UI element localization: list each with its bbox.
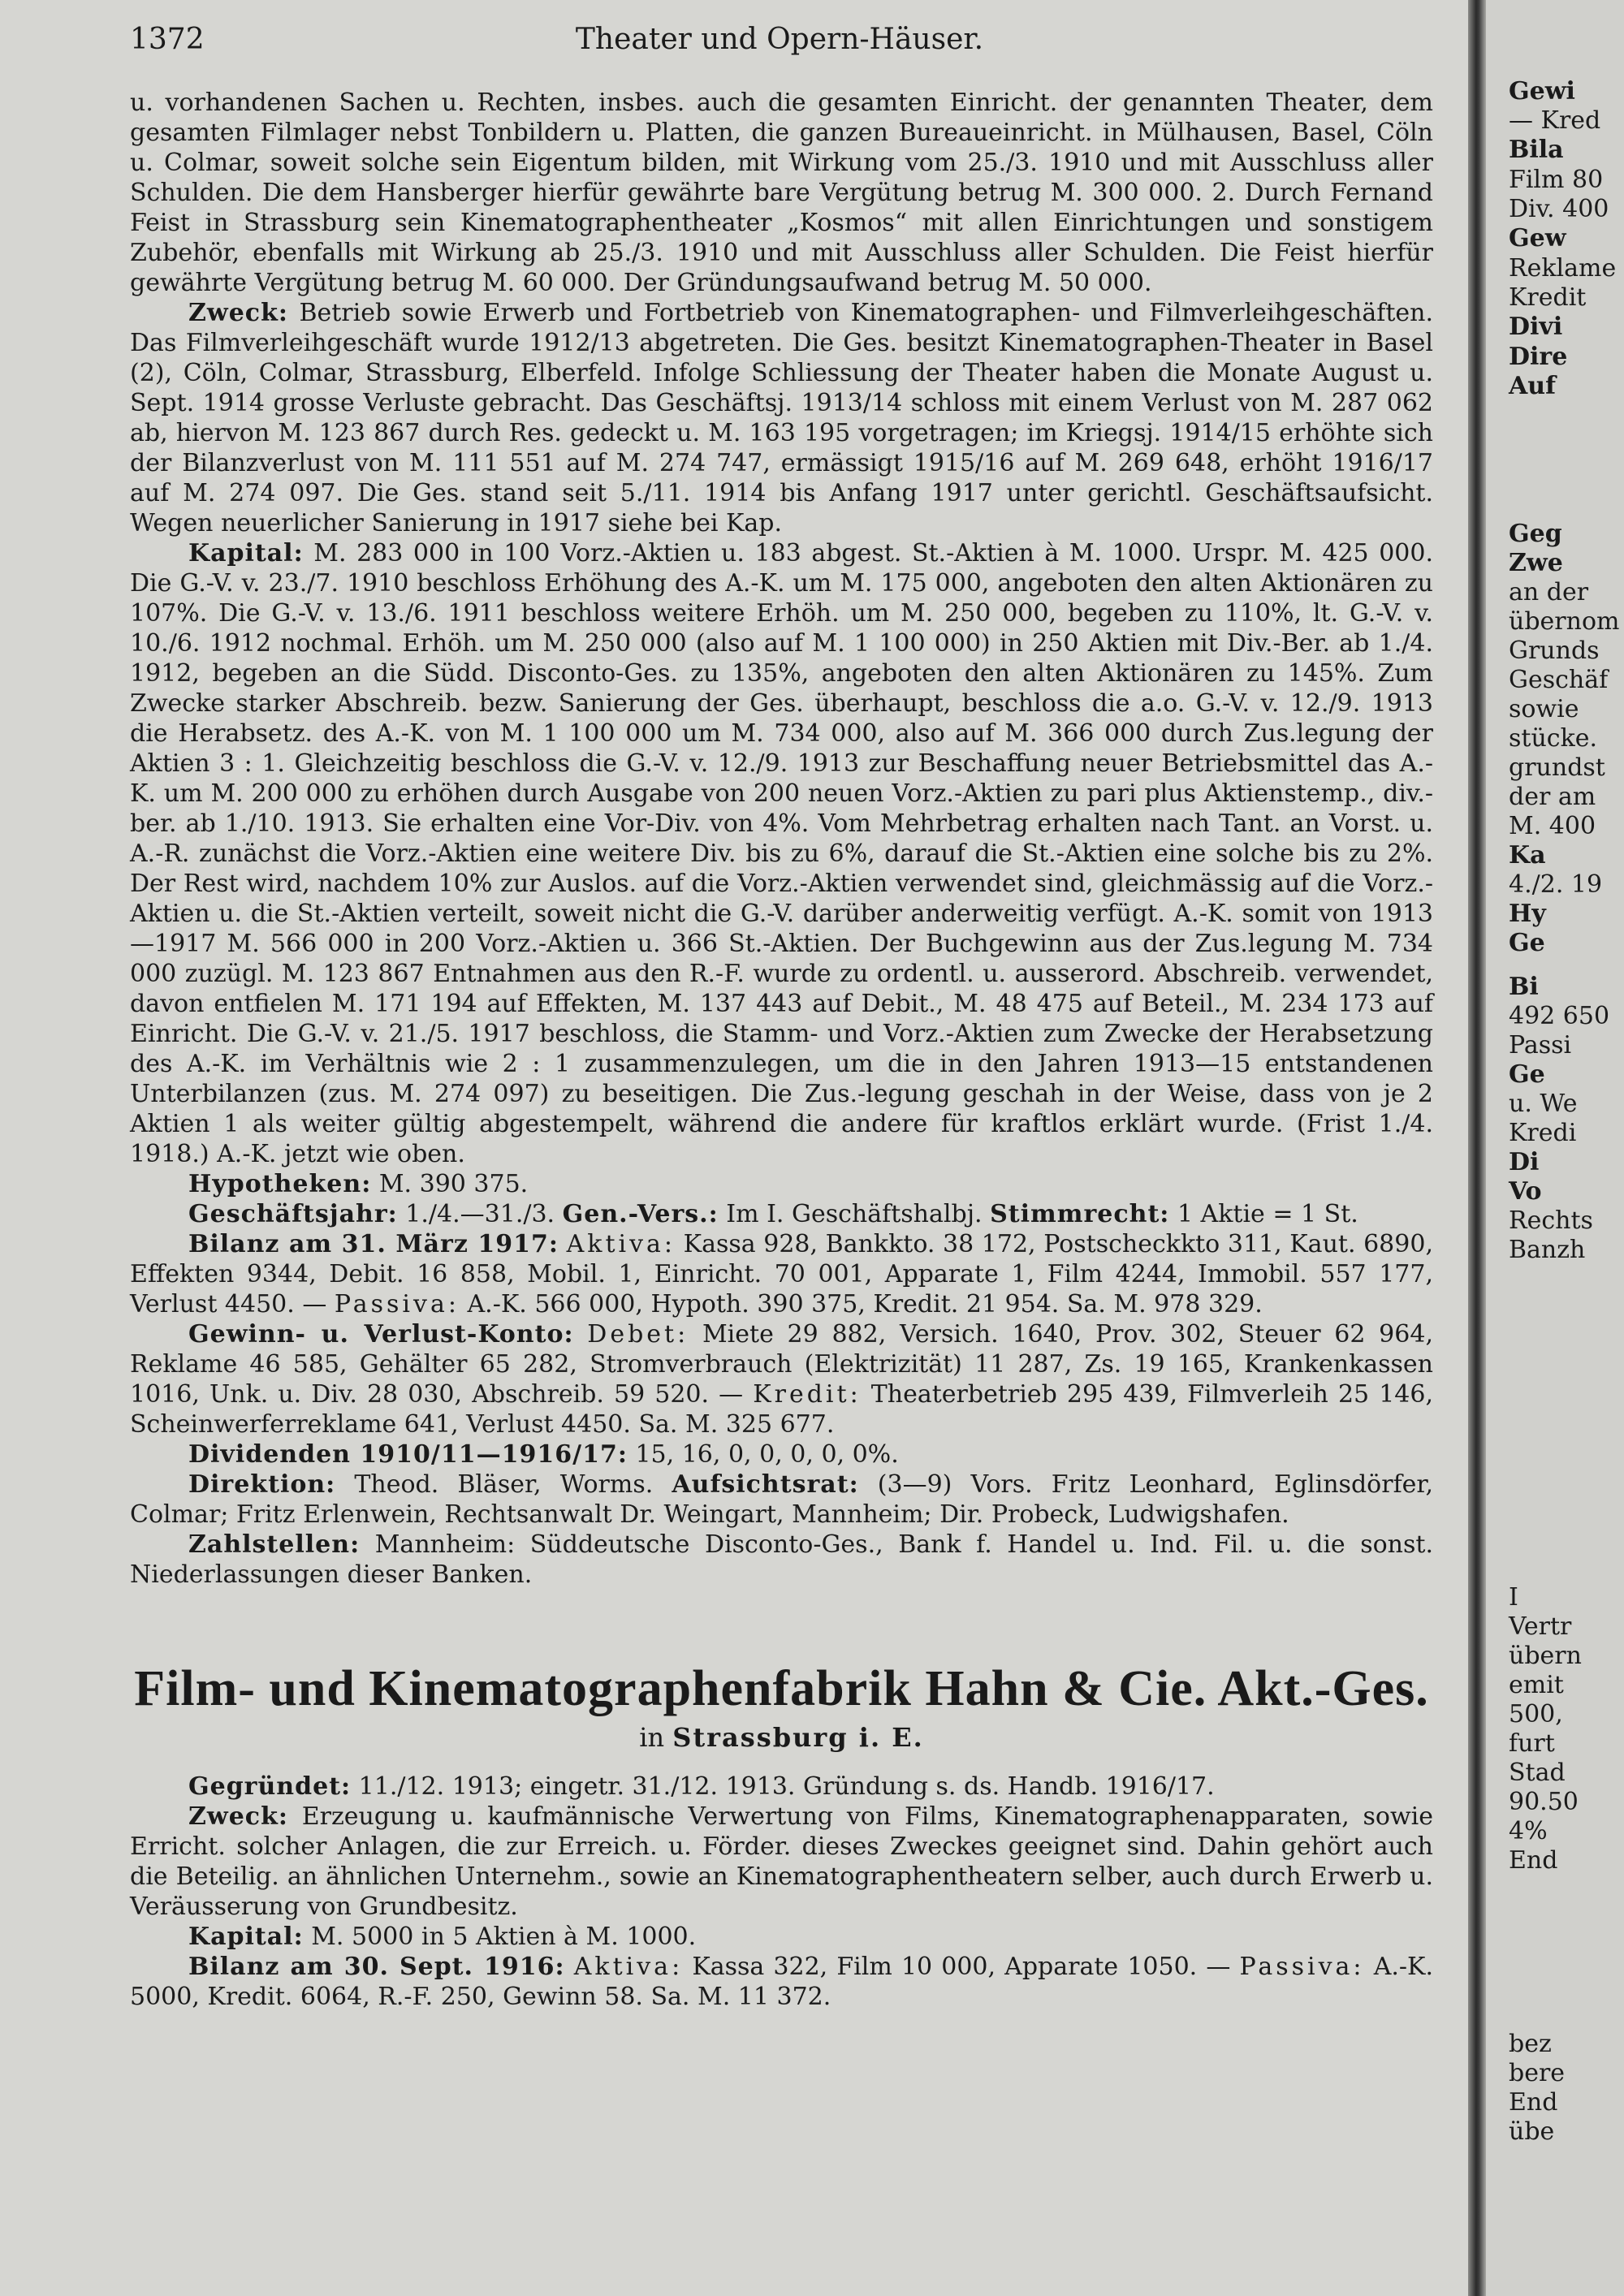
adjacent-page-fragment: der am [1509,783,1596,811]
opening-text: u. vorhandenen Sachen u. Rechten, insbes. auch die gesamten Einricht. der genannten Theater, dem gesamten Filmlager nebst Tonbildern u. Platten, die ganzen Bureaueinricht. in Mülhausen, Basel, Cöln u. Colmar, soweit solche sein Eigentum bilden, mit Wirkung vom 25./3. 1910 und mit Ausschluss aller Schulden. Die dem Hansberger hierfür gewährte bare Vergütung betrug M. 300 000. 2. Durch Fernand Feist in Strassburg sein Kinematographentheater „Kosmos“ mit allen Einrichtungen und sonstigem Zubehör, ebenfalls mit Wirkung ab 25./3. 1910 und mit Ausschluss aller Schulden. Die Feist hierfür gewährte Vergütung betrug M. 60 000. Der Gründungsaufwand betrug M. 50 000. [130,88,1433,297]
adjacent-page-fragment: Geg [1509,520,1562,548]
adjacent-page-fragment: bez [1509,2030,1552,2058]
geschaeftsjahr-label: Geschäftsjahr: [188,1200,398,1228]
kapital-text: M. 283 000 in 100 Vorz.-Aktien u. 183 abgest. St.-Aktien à M. 1000. Urspr. M. 425 000. Die G.-V. v. 23./7. 1910 beschloss Erhöhung des A.-K. um M. 175 000, angeboten den alten Aktionären zu 107%. Die G.-V. v. 13./6. 1911 beschloss weitere Erhöh. um M. 250 000, begeben zu 110%, lt. G.-V. v. 10./6. 1912 nochmal. Erhöh. um M. 250 000 (also auf M. 1 100 000) in 250 Aktien mit Div.-Ber. ab 1./4. 1912, begeben an die Südd. Disconto-Ges. zu 135%, angeboten den alten Aktionären zu 145%. Zum Zwecke starker Abschreib. bezw. Sanierung der Ges. überhaupt, beschloss die a.o. G.-V. v. 12./9. 1913 die Herabsetz. des A.-K. von M. 1 100 000 um M. 734 000, also auf M. 366 000 durch Zus.legung der Aktien 3 : 1. Gleichzeitig beschloss die G.-V. v. 12./9. 1913 zur Beschaffung neuer Betriebsmittel das A.-K. um M. 200 000 zu erhöhen durch Ausgabe von 200 neuen Vorz.-Aktien zu pari plus Aktienstemp., div.-ber. ab 1./10. 1913. Sie erhalten eine Vor-Div. von 4%. Vom Mehrbetrag erhalten nach Tant. an Vorst. u. A.-R. zunächst die Vorz.-Aktien eine weitere Div. bis zu 6%, darauf die St.-Aktien eine solche bis zu 2%. Der Rest wird, nachdem 10% zur Auslos. auf die Vorz.-Aktien verwendet sind, gleichmässig auf die Vorz.-Aktien u. die St.-Aktien verteilt, soweit nicht die G.-V. darüber anderweitig verfügt. A.-K. somit von 1913—1917 M. 566 000 in 200 Vorz.-Aktien u. 366 St.-Aktien. Der Buchgewinn aus der Zus.legung M. 734 000 zuzügl. M. 123 867 Entnahmen aus den R.-F. wurde zu ordentl. u. ausserord. Abschreib. verwendet, davon entfielen M. 171 194 auf Effekten, M. 137 443 auf Debit., M. 48 475 auf Beteil., M. 234 173 auf Einricht. Die G.-V. v. 21./5. 1917 beschloss, die Stamm- und Vorz.-Aktien zum Zwecke der Herabsetzung des A.-K. im Verhältnis wie 2 : 1 zusammenzulegen, um die in den Jahren 1913—15 entstandenen Unterbilanzen (zus. M. 274 097) zu beseitigen. Die Zus.-legung geschah in der Weise, dass von je 2 Aktien 1 als weiter gültig abgestempelt, während die andere für kraftlos erklärt wurde. (Frist 1./4. 1918.) A.-K. jetzt wie oben. [130,539,1433,1168]
adjacent-page-fragment: grundst [1509,753,1605,782]
adjacent-page-fragment: 90.50 [1509,1788,1579,1816]
zweck-2-text: Erzeugung u. kaufmännische Verwertung von Films, Kinematographenapparaten, sowie Erricht. solcher Anlagen, die zur Erreich. u. Förder. dieses Zweckes geeignet sind. Dahin gehört auch die Beteilig. an ähnlichen Unternehm., sowie an Kinematographentheatern selber, auch durch Erwerb u. Veräusserung von Grundbesitz. [130,1802,1433,1921]
dividenden-text: 15, 16, 0, 0, 0, 0, 0%. [635,1440,899,1469]
bilanz-2-passiva-label: Passiva: [1239,1953,1365,1981]
adjacent-page-fragment: emit [1509,1671,1564,1699]
adjacent-page-fragment: End [1509,2088,1558,2117]
bilanz-2-aktiva-label: Aktiva: [573,1953,684,1981]
adjacent-page-fragment: übe [1509,2117,1555,2146]
paragraph-dividenden [130,1439,1433,1470]
adjacent-page-fragment: End [1509,1846,1558,1875]
company-location [130,1721,1433,1754]
bilanz-aktiva-label: Aktiva: [566,1230,676,1258]
paragraph-zahlstellen [130,1530,1433,1590]
paragraph-bilanz-2 [130,1952,1433,2012]
zweck-2-label: Zweck: [188,1802,288,1831]
paragraph-kapital-2 [130,1922,1433,1952]
guv-debet-label: Debet: [587,1320,689,1349]
adjacent-page-fragment: Kredi [1509,1119,1577,1147]
adjacent-page-fragment: u. We [1509,1090,1578,1118]
kapital-2-text: M. 5000 in 5 Aktien à M. 1000. [311,1923,697,1951]
guv-kredit-text: Theaterbetrieb 295 439, Filmverleih 25 146, Scheinwerferreklame 641, Verlust 4450. Sa. M. 325 677. [130,1380,1434,1439]
adjacent-page-fragment: Div. 400 [1509,195,1609,223]
stimmrecht-label: Stimmrecht: [990,1200,1170,1228]
adjacent-page-fragment: Kredit [1509,283,1587,312]
adjacent-page-fragment: Vo [1509,1177,1542,1206]
paragraph-zweck [130,298,1433,538]
paragraph-geschaeftsjahr [130,1199,1433,1229]
adjacent-page-fragment: M. 400 [1509,812,1596,840]
genvers-text: Im I. Geschäftshalbj. [726,1200,983,1228]
paragraph-bilanz [130,1229,1433,1319]
adjacent-page-fragment: 492 650 [1509,1002,1610,1030]
genvers-label: Gen.-Vers.: [562,1200,719,1228]
kapital-2-label: Kapital: [188,1923,304,1951]
adjacent-page-fragment: Di [1509,1148,1540,1176]
zahlstellen-label: Zahlstellen: [188,1530,361,1559]
adjacent-page-fragment: Ge [1509,1060,1545,1089]
adjacent-page-fragment: Bila [1509,136,1564,164]
adjacent-page-fragment: 4% [1509,1817,1548,1845]
hypotheken-text: M. 390 375. [378,1170,529,1198]
aufsichtsrat-label: Aufsichtsrat: [672,1470,859,1499]
adjacent-page-fragment: Rechts [1509,1206,1593,1235]
bilanz-passiva-text: A.-K. 566 000, Hypoth. 390 375, Kredit. 21 954. Sa. M. 978 329. [467,1290,1263,1318]
adjacent-page-fragment: 4./2. 19 [1509,870,1603,899]
dividenden-label: Dividenden 1910/11—1916/17: [188,1440,628,1469]
aufsichtsrat-text: (3—9) Vors. Fritz Leonhard, Eglinsdörfer, Colmar; Fritz Erlenwein, Rechtsanwalt Dr. Weingart, Mannheim; Dir. Probeck, Ludwigshafen. [130,1470,1434,1529]
adjacent-page-fragment: Gew [1509,224,1566,252]
guv-debet-text: Miete 29 882, Versich. 1640, Prov. 302, Steuer 62 964, Reklame 46 585, Gehälter 65 282, Stromverbrauch (Elektrizität) 11 287, Zs. 19 165, Krankenkassen 1016, Unk. u. Div. 28 030, Abschreib. 59 520. — [130,1320,1433,1409]
hypotheken-label: Hypotheken: [188,1170,372,1198]
adjacent-page-fragment: Reklame [1509,254,1617,283]
adjacent-page-fragment: Ka [1509,841,1546,870]
guv-kredit-label: Kredit: [753,1380,862,1409]
paragraph-zweck-2 [130,1802,1433,1922]
adjacent-page-fragment: 500, [1509,1700,1563,1728]
zahlstellen-text: Mannheim: Süddeutsche Disconto-Ges., Bank f. Handel u. Ind. Fil. u. die sonst. Niederlassungen dieser Banken. [130,1530,1433,1589]
adjacent-page-fragment: Ge [1509,929,1545,957]
adjacent-page-fragment: übern [1509,1642,1582,1670]
zweck-label: Zweck: [188,299,288,327]
adjacent-page-fragment: Gewi [1509,77,1575,106]
adjacent-page-fragment: Grunds [1509,637,1600,665]
zweck-text: Betrieb sowie Erwerb und Fortbetrieb von Kinematographen- und Filmverleihgeschäften. Das Filmverleihgeschäft wurde 1912/13 abgetreten. Die Ges. besitzt Kinematographen-Theater in Basel (2), Cöln, Colmar, Strassburg, Elberfeld. Infolge Schliessung der Theater haben die Monate August u. Sept. 1914 grosse Verluste gebracht. Das Geschäftsj. 1913/14 schloss mit einem Verlust von M. 287 062 ab, hiervon M. 123 867 durch Res. gedeckt u. M. 163 195 vorgetragen; im Kriegsj. 1914/15 erhöhte sich der Bilanzverlust von M. 111 551 auf M. 274 747, ermässigt 1915/16 auf M. 269 648, erhöht 1916/17 auf M. 274 097. Die Ges. stand seit 5./11. 1914 bis Anfang 1917 unter gerichtl. Geschäftsaufsicht. Wegen neuerlicher Sanierung in 1917 siehe bei Kap. [130,299,1433,537]
bilanz-label: Bilanz am 31. März 1917: [188,1230,559,1258]
adjacent-page-fragment: übernom [1509,607,1620,636]
adjacent-page-fragment: Stad [1509,1759,1566,1787]
paragraph-opening [130,88,1433,298]
bilanz-passiva-label: Passiva: [334,1290,460,1318]
location-city: Strassburg i. E. [672,1722,924,1753]
adjacent-page-fragment: Banzh [1509,1236,1586,1264]
bilanz-2-aktiva-text: Kassa 322, Film 10 000, Apparate 1050. — [692,1953,1231,1981]
direktion-label: Direktion: [188,1470,336,1499]
adjacent-page-fragment: Passi [1509,1031,1572,1060]
company-title: Film- und Kinematographenfabrik Hahn & Cie. Akt.-Ges. [134,1661,1429,1716]
adjacent-page-fragment: Film 80 [1509,166,1604,194]
bilanz-2-label: Bilanz am 30. Sept. 1916: [188,1953,565,1981]
adjacent-page-fragment: I [1509,1583,1518,1612]
adjacent-page-fragment: Bi [1509,973,1539,1001]
adjacent-page-fragment: stücke. [1509,724,1598,753]
gegruendet-text: 11./12. 1913; eingetr. 31./12. 1913. Gründung s. ds. Handb. 1916/17. [358,1772,1215,1801]
bilanz-2-passiva-text: A.-K. 5000, Kredit. 6064, R.-F. 250, Gewinn 58. Sa. M. 11 372. [130,1953,1433,2011]
adjacent-page-fragment: Dire [1509,343,1568,371]
adjacent-page-fragment: an der [1509,578,1589,606]
direktion-text: Theod. Bläser, Worms. [354,1470,654,1499]
stimmrecht-text: 1 Aktie = 1 St. [1177,1200,1358,1228]
page-header [130,23,1429,63]
paragraph-gegruendet [130,1772,1433,1802]
adjacent-page-fragment: Zwe [1509,549,1563,577]
adjacent-page-fragment: Divi [1509,313,1563,341]
kapital-label: Kapital: [188,539,304,568]
paragraph-hypotheken [130,1169,1433,1199]
geschaeftsjahr-text: 1./4.—31./3. [405,1200,555,1228]
adjacent-page-fragment: Vertr [1509,1612,1572,1641]
guv-label: Gewinn- u. Verlust-Konto: [188,1320,574,1349]
gegruendet-label: Gegründet: [188,1772,352,1801]
adjacent-page-fragment: furt [1509,1729,1555,1758]
adjacent-page-fragment: Geschäf [1509,666,1609,694]
adjacent-page-fragment: Auf [1509,372,1556,400]
adjacent-page-fragment: sowie [1509,695,1579,723]
page-number: 1372 [130,23,205,56]
running-title: Theater und Opern-Häuser. [575,23,984,56]
adjacent-page-strip [1486,0,1624,2296]
adjacent-page-fragment: Hy [1509,900,1546,928]
bilanz-aktiva-text: Kassa 928, Bankkto. 38 172, Postscheckkto 311, Kaut. 6890, Effekten 9344, Debit. 16 858, Mobil. 1, Einricht. 70 001, Apparate 1, Film 4244, Immobil. 557 177, Verlust 4450. — [130,1230,1433,1318]
location-prefix: in [639,1722,665,1753]
adjacent-page-fragment: bere [1509,2059,1566,2087]
adjacent-page-fragment: — Kred [1509,106,1601,135]
page-body [130,88,1433,2012]
paragraph-guv [130,1319,1433,1439]
book-gutter [1468,0,1486,2296]
paragraph-direktion [130,1470,1433,1530]
paragraph-kapital [130,538,1433,1169]
